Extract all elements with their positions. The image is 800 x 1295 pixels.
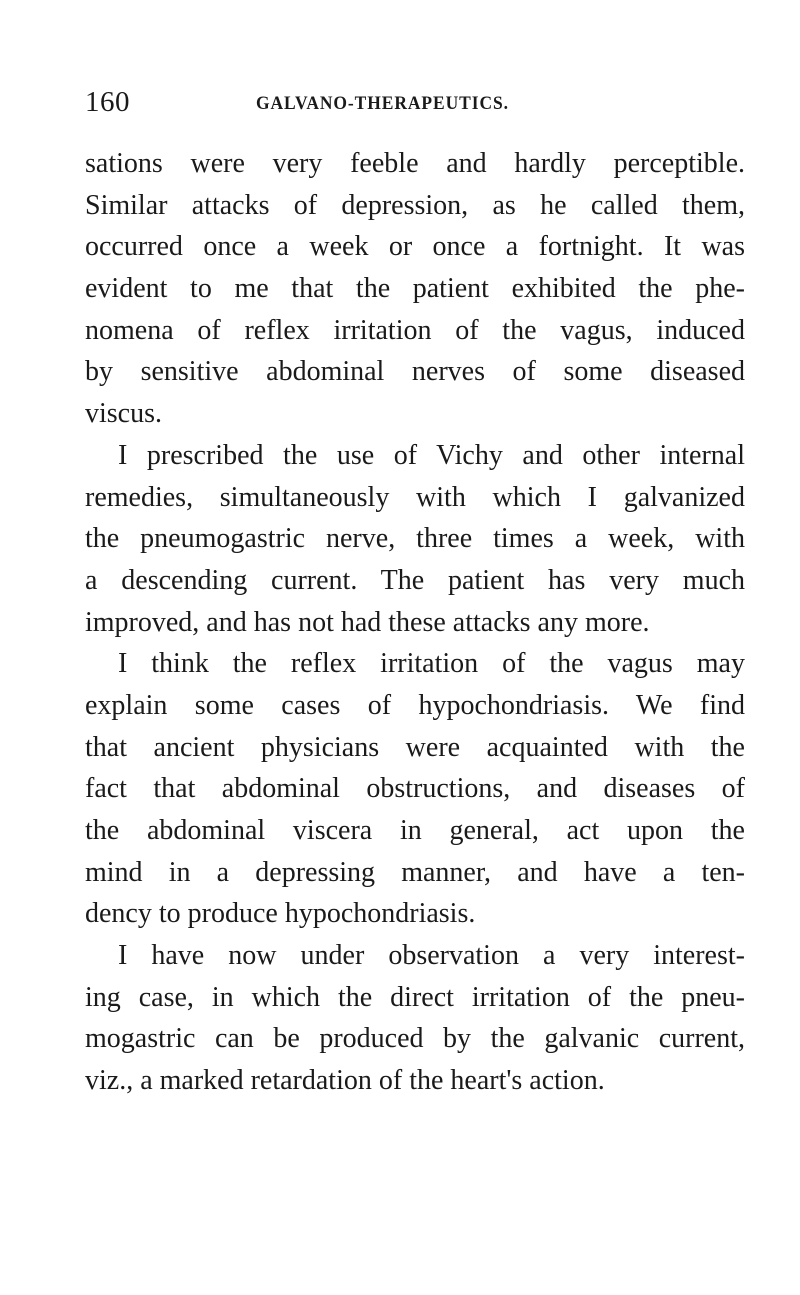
text-line: ing case, in which the direct irritation of the pneu- [85, 981, 745, 1013]
text-line: a descending current. The patient has very much [85, 564, 745, 596]
text-line: Similar attacks of depression, as he called them, [85, 189, 745, 221]
text-line: mind in a depressing manner, and have a ten- [85, 856, 745, 888]
text-line: the abdominal viscera in general, act upon the [85, 815, 745, 846]
text-line: nomena of reflex irritation of the vagus, induced [85, 314, 745, 346]
text-line: mogastric can be produced by the galvanic current, [85, 1023, 745, 1055]
text-line: that ancient physicians were acquainted with the [85, 731, 745, 763]
text-line: evident to me that the patient exhibited the phe- [85, 273, 745, 305]
running-head: GALVANO-THERAPEUTICS. [256, 93, 509, 114]
text-line: the pneumogastric nerve, three times a week, with [85, 523, 745, 555]
text-line: explain some cases of hypochondriasis. We find [85, 689, 745, 721]
paragraph-start-line: I think the reflex irritation of the vagus may [118, 648, 745, 680]
text-line: remedies, simultaneously with which I galvanized [85, 481, 745, 513]
text-line: occurred once a week or once a fortnight. It was [85, 231, 745, 263]
text-line: fact that abdominal obstructions, and diseases of [85, 773, 745, 805]
text-line: viscus. [85, 398, 162, 430]
paragraph-start-line: I prescribed the use of Vichy and other internal [118, 439, 745, 471]
text-line: viz., a marked retardation of the heart's action. [85, 1065, 605, 1097]
text-line: sations were very feeble and hardly perceptible. [85, 148, 745, 179]
page-number: 160 [85, 86, 130, 118]
page-header [85, 82, 745, 122]
paragraph-start-line: I have now under observation a very interest- [118, 940, 745, 972]
text-line: improved, and has not had these attacks any more. [85, 606, 650, 638]
text-line: by sensitive abdominal nerves of some diseased [85, 356, 745, 388]
text-line: dency to produce hypochondriasis. [85, 898, 476, 930]
body-text [85, 143, 745, 1102]
